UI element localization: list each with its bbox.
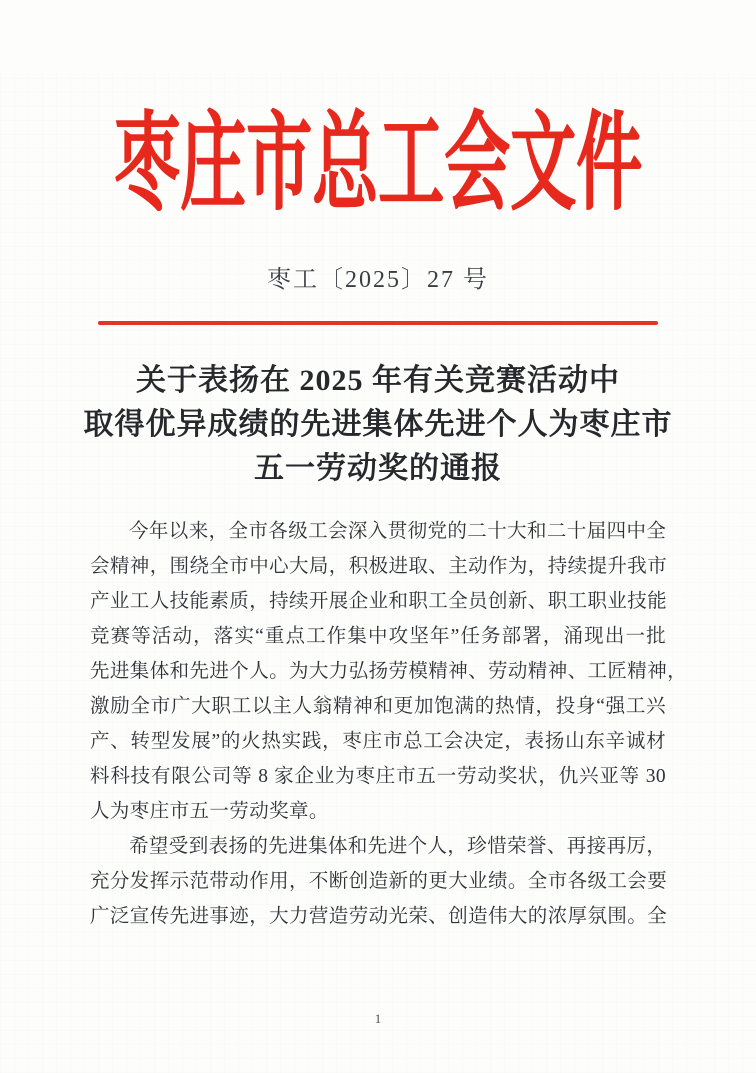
document-title — [0, 359, 756, 491]
body-line: 人为枣庄市五一劳动奖章。 — [90, 801, 329, 822]
body-line: 充分发挥示范带动作用，不断创造新的更大业绩。全市各级工会要 — [90, 871, 668, 892]
body-line: 会精神，围绕全市中心大局，积极进取、主动作为，持续提升我市 — [90, 556, 668, 577]
body-line: 产、转型发展”的火热实践，枣庄市总工会决定，表扬山东辛诚材 — [90, 731, 666, 752]
body-line: 料科技有限公司等 8 家企业为枣庄市五一劳动奖状，仇兴亚等 30 — [90, 766, 666, 787]
title-line-3: 五一劳动奖的通报 — [254, 452, 502, 485]
body-line: 先进集体和先进个人。为大力弘扬劳模精神、劳动精神、工匠精神， — [90, 661, 688, 682]
body-line: 今年以来，全市各级工会深入贯彻党的二十大和二十届四中全 — [129, 521, 667, 542]
body-line: 竞赛等活动，落实“重点工作集中攻坚年”任务部署，涌现出一批 — [90, 626, 666, 647]
body-line: 希望受到表扬的先进集体和先进个人，珍惜荣誉、再接再厉， — [129, 836, 667, 857]
body-line: 广泛宣传先进事迹，大力营造劳动光荣、创造伟大的浓厚氛围。全 — [90, 906, 668, 927]
document-page — [0, 73, 756, 1073]
paragraph-1 — [90, 514, 688, 829]
title-line-2: 取得优异成绩的先进集体先进个人为枣庄市 — [83, 408, 673, 441]
red-divider-line — [98, 321, 658, 325]
organization-title: 枣庄市总工会文件 — [114, 105, 642, 224]
document-number: 枣工〔2025〕27 号 — [267, 267, 489, 293]
red-header-banner — [0, 73, 756, 233]
page-number: 1 — [374, 1011, 382, 1026]
body-line: 产业工人技能素质，持续开展企业和职工全员创新、职工职业技能 — [90, 591, 668, 612]
document-body — [90, 514, 688, 934]
paragraph-2 — [90, 829, 666, 934]
title-line-1: 关于表扬在 2025 年有关竞赛活动中 — [136, 364, 620, 397]
body-line: 激励全市广大职工以主人翁精神和更加饱满的热情，投身“强工兴 — [90, 696, 666, 717]
